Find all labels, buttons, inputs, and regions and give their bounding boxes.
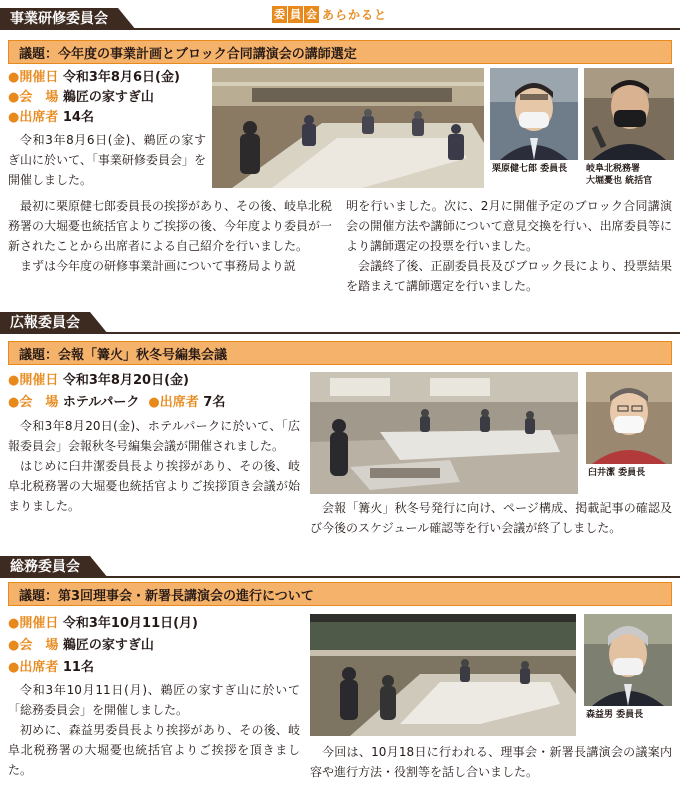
chair-portrait-image: [586, 372, 672, 464]
paragraph: 会議終了後、正副委員長及びブロック長により、投票結果を踏まえて講師選定を行いました。: [346, 259, 672, 293]
paragraph: 明を行いました。次に、2月に開催予定のブロック合同講演会の開催方法や講師について意見交換を行い、出席委員等により講師選定の投票を行いました。: [346, 199, 672, 253]
body-right: [310, 742, 672, 782]
paragraph: 最初に栗原健七郎委員長の挨拶があり、その後、岐阜北税務署の大堀憂也統括官よりご挨拶の後、今年度より委員が一新されたことから出席者による自己紹介を行いました。: [8, 199, 333, 253]
meta-key: 開催日: [19, 70, 59, 85]
bullet-icon: ●: [8, 90, 20, 105]
portrait-caption: 栗原健七郎 委員長: [492, 164, 568, 174]
meta-key: 出席者: [19, 660, 59, 675]
bullet-icon: ●: [8, 110, 20, 125]
agenda-bar: [8, 582, 672, 606]
meta-key: 出席者: [159, 395, 199, 410]
body-left: [8, 680, 300, 780]
paragraph: 今回は、10月18日に行われる、理事会・新署長講演会の議案内容や進行方法・役割等を話し合いました。: [310, 745, 672, 779]
meeting-photo: [310, 372, 578, 494]
section-rule: [0, 332, 680, 334]
meta-venue-attendees: [8, 393, 225, 412]
body-left: [8, 196, 332, 276]
bullet-icon: ●: [8, 660, 20, 675]
paragraph: はじめに臼井潔委員長より挨拶があり、その後、岐阜北税務署の大堀憂也統括官よりご挨拶頂き会議が始まりました。: [8, 459, 300, 513]
chair-portrait-image: [584, 614, 672, 706]
paragraph: 初めに、森益男委員長より挨拶があり、その後、岐阜北税務署の大堀憂也統括官よりご挨拶を頂きました。: [8, 723, 300, 777]
meta-date: [8, 68, 180, 87]
section-title-tab: [0, 8, 136, 30]
section-title: 総務委員会: [0, 556, 90, 578]
meta-date: [8, 614, 198, 633]
intro-text: [8, 130, 206, 190]
section-title-tab: [0, 312, 108, 334]
meta-value: 14名: [62, 110, 94, 125]
meeting-photo: [212, 68, 484, 188]
portrait-photo: [490, 68, 578, 160]
meta-attendees: [8, 108, 94, 127]
section-title-tab: [0, 556, 108, 578]
meta-value: 令和3年8月20日(金): [62, 373, 189, 388]
agenda-bar: [8, 40, 672, 64]
paragraph: 会報「篝火」秋冬号発行に向け、ページ構成、掲載記事の確認及び今後のスケジュール確認等を行い会議が終了しました。: [310, 501, 672, 535]
portrait-caption: 岐阜北税務署: [586, 164, 641, 174]
body-left: [8, 416, 300, 516]
meta-value: 11名: [62, 660, 94, 675]
meeting-room-image: [212, 68, 484, 188]
section-rule: [0, 576, 680, 578]
body-right: [310, 498, 672, 538]
agenda-bar: [8, 341, 672, 365]
bullet-icon: ●: [148, 395, 160, 410]
meta-venue: [8, 636, 154, 655]
section-title: 事業研修委員会: [0, 8, 118, 30]
meta-venue: [8, 88, 154, 107]
portrait-caption: 大堀憂也 統括官: [586, 176, 653, 186]
meta-key: 会 場: [19, 395, 59, 410]
portrait-photo: [584, 614, 672, 706]
tab-corner: [118, 8, 136, 30]
tag-box: 委: [272, 6, 287, 23]
meta-value: 7名: [203, 395, 226, 410]
agenda-text: 議題：会報「篝火」秋冬号編集会議: [19, 347, 228, 363]
tag-text: あらかると: [322, 7, 388, 22]
meta-key: 出席者: [19, 110, 59, 125]
section-title: 広報委員会: [0, 312, 90, 334]
agenda-text: 議題：第3回理事会・新署長講演会の進行について: [19, 588, 314, 604]
meeting-room-image: [310, 614, 576, 736]
officer-portrait-image: [584, 68, 674, 160]
meta-key: 会 場: [19, 90, 59, 105]
meta-date: [8, 371, 189, 390]
chair-portrait-image: [490, 68, 578, 160]
tab-corner: [90, 556, 108, 578]
meta-attendees: [8, 658, 94, 677]
agenda-text: 議題：今年度の事業計画とブロック合同講演会の講師選定: [19, 46, 357, 62]
paragraph: 令和3年8月6日(金)、鵜匠の家すぎ山に於いて、「事業研修委員会」を開催しました。: [8, 133, 206, 187]
meta-value: ホテルパーク: [62, 395, 140, 410]
meta-key: 開催日: [19, 616, 59, 631]
tab-corner: [90, 312, 108, 334]
meta-key: 会 場: [19, 638, 59, 653]
tag-box: 会: [304, 6, 319, 23]
column-tag: [272, 4, 387, 24]
meta-value: 鵜匠の家すぎ山: [62, 90, 154, 105]
portrait-caption: 臼井潔 委員長: [588, 468, 646, 478]
meta-value: 令和3年8月6日(金): [62, 70, 180, 85]
paragraph: 令和3年10月11日(月)、鵜匠の家すぎ山に於いて「総務委員会」を開催しました。: [8, 683, 300, 717]
section-rule: [0, 28, 680, 30]
meta-value: 鵜匠の家すぎ山: [62, 638, 154, 653]
meeting-photo: [310, 614, 576, 736]
bullet-icon: ●: [8, 70, 20, 85]
meeting-room-image: [310, 372, 578, 494]
paragraph: 令和3年8月20日(金)、ホテルパークに於いて、「広報委員会」会報秋冬号編集会議が開催されました。: [8, 419, 300, 453]
portrait-photo: [586, 372, 672, 464]
bullet-icon: ●: [8, 638, 20, 653]
paragraph: まずは今年度の研修事業計画について事務局より説: [20, 259, 296, 273]
meta-key: 開催日: [19, 373, 59, 388]
bullet-icon: ●: [8, 616, 20, 631]
tag-box: 員: [288, 6, 303, 23]
meta-value: 令和3年10月11日(月): [62, 616, 199, 631]
body-right: [346, 196, 672, 296]
portrait-caption: 森益男 委員長: [586, 710, 644, 720]
bullet-icon: ●: [8, 395, 20, 410]
portrait-photo: [584, 68, 674, 160]
bullet-icon: ●: [8, 373, 20, 388]
